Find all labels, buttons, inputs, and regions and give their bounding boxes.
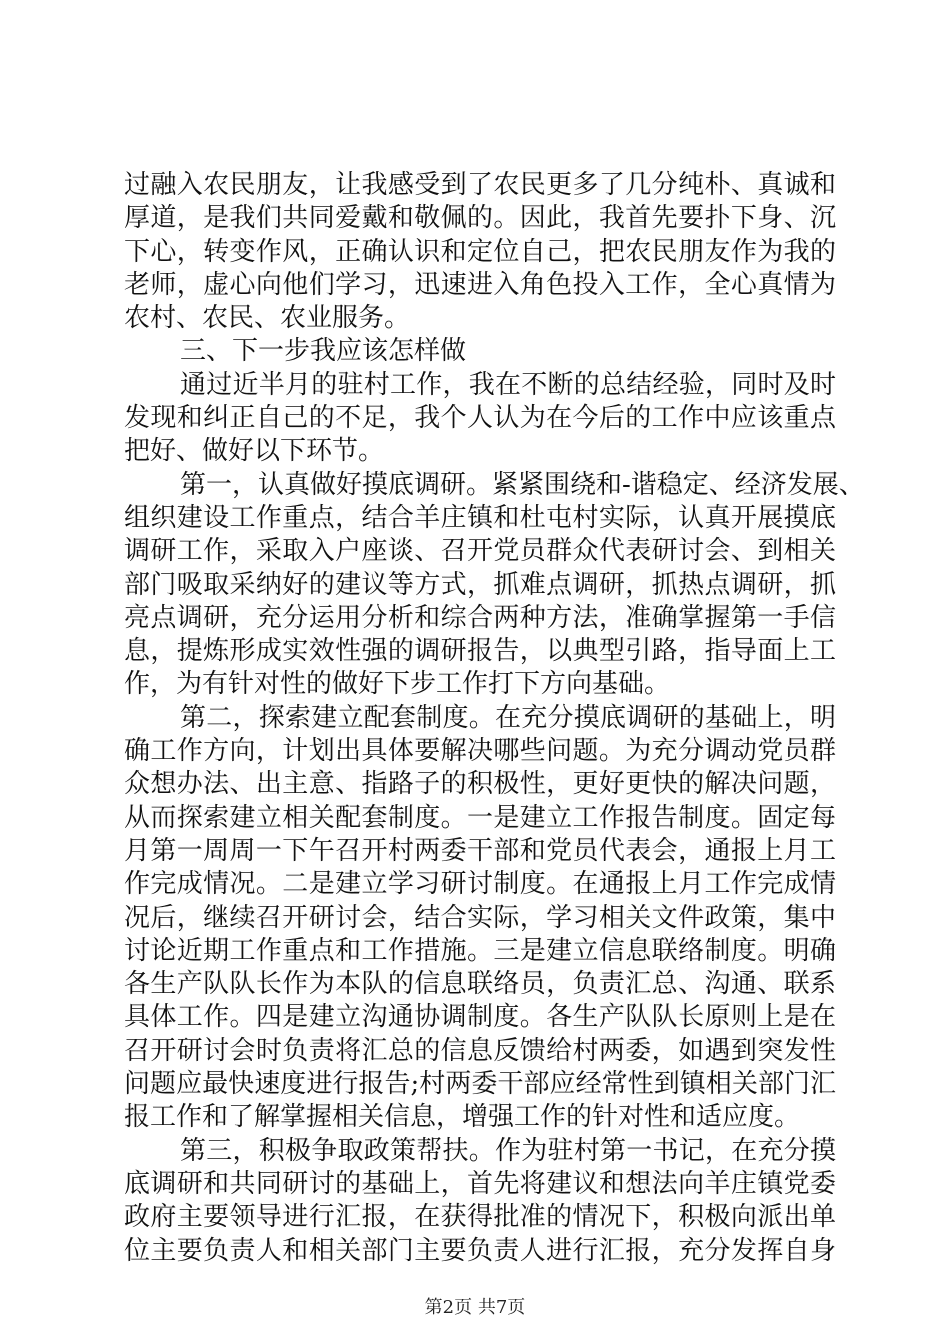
text-line: 底调研和共同研讨的基础上，首先将建议和想法向羊庄镇党委 xyxy=(124,1168,836,1199)
text-line: 通过近半月的驻村工作，我在不断的总结经验，同时及时 xyxy=(180,369,836,400)
text-line: 从而探索建立相关配套制度。一是建立工作报告制度。固定每 xyxy=(124,802,836,833)
text-line: 下心，转变作风，正确认识和定位自己，把农民朋友作为我的 xyxy=(124,236,836,267)
text-line: 调研工作，采取入户座谈、召开党员群众代表研讨会、到相关 xyxy=(124,536,836,567)
text-line: 第三，积极争取政策帮扶。作为驻村第一书记，在充分摸 xyxy=(180,1135,836,1166)
text-line: 作，为有针对性的做好下步工作打下方向基础。 xyxy=(124,669,671,700)
text-line: 讨论近期工作重点和工作措施。三是建立信息联络制度。明确 xyxy=(124,935,836,966)
text-line: 位主要负责人和相关部门主要负责人进行汇报，充分发挥自身 xyxy=(124,1235,836,1266)
text-line: 三、下一步我应该怎样做 xyxy=(180,336,467,367)
text-line: 农村、农民、农业服务。 xyxy=(124,303,411,334)
text-line: 老师，虚心向他们学习，迅速进入角色投入工作，全心真情为 xyxy=(124,269,836,300)
text-line: 组织建设工作重点，结合羊庄镇和杜屯村实际，认真开展摸底 xyxy=(124,502,836,533)
text-line: 况后，继续召开研讨会，结合实际，学习相关文件政策，集中 xyxy=(124,902,836,933)
text-line: 问题应最快速度进行报告;村两委干部应经常性到镇相关部门汇 xyxy=(124,1069,836,1100)
text-line: 把好、做好以下环节。 xyxy=(124,436,385,467)
text-line: 发现和纠正自己的不足，我个人认为在今后的工作中应该重点 xyxy=(124,403,836,434)
text-line: 第一，认真做好摸底调研。紧紧围绕和-谐稳定、经济发展、 xyxy=(180,469,865,500)
text-line: 过融入农民朋友，让我感受到了农民更多了几分纯朴、真诚和 xyxy=(124,170,836,200)
text-line: 召开研讨会时负责将汇总的信息反馈给村两委，如遇到突发性 xyxy=(124,1035,836,1066)
text-line: 月第一周周一下午召开村两委干部和党员代表会，通报上月工 xyxy=(124,835,836,866)
text-line: 息，提炼形成实效性强的调研报告，以典型引路，指导面上工 xyxy=(124,636,836,667)
page-number-footer: 第2页 共7页 xyxy=(424,1297,526,1318)
text-line: 部门吸取采纳好的建议等方式，抓难点调研，抓热点调研，抓 xyxy=(124,569,836,600)
text-line: 作完成情况。二是建立学习研讨制度。在通报上月工作完成情 xyxy=(124,869,836,900)
document-body xyxy=(124,169,865,1268)
text-line: 亮点调研，充分运用分析和综合两种方法，准确掌握第一手信 xyxy=(124,602,836,633)
text-line: 厚道，是我们共同爱戴和敬佩的。因此，我首先要扑下身、沉 xyxy=(124,203,836,234)
text-line: 政府主要领导进行汇报，在获得批准的情况下，积极向派出单 xyxy=(124,1202,836,1233)
text-line: 各生产队队长作为本队的信息联络员，负责汇总、沟通、联系 xyxy=(124,969,836,1000)
text-line: 确工作方向，计划出具体要解决哪些问题。为充分调动党员群 xyxy=(124,736,836,767)
text-line: 众想办法、出主意、指路子的积极性，更好更快的解决问题， xyxy=(124,769,836,800)
text-line: 报工作和了解掌握相关信息，增强工作的针对性和适应度。 xyxy=(124,1102,801,1133)
text-line: 具体工作。四是建立沟通协调制度。各生产队队长原则上是在 xyxy=(124,1002,836,1033)
text-line: 第二，探索建立配套制度。在充分摸底调研的基础上，明 xyxy=(180,702,836,733)
